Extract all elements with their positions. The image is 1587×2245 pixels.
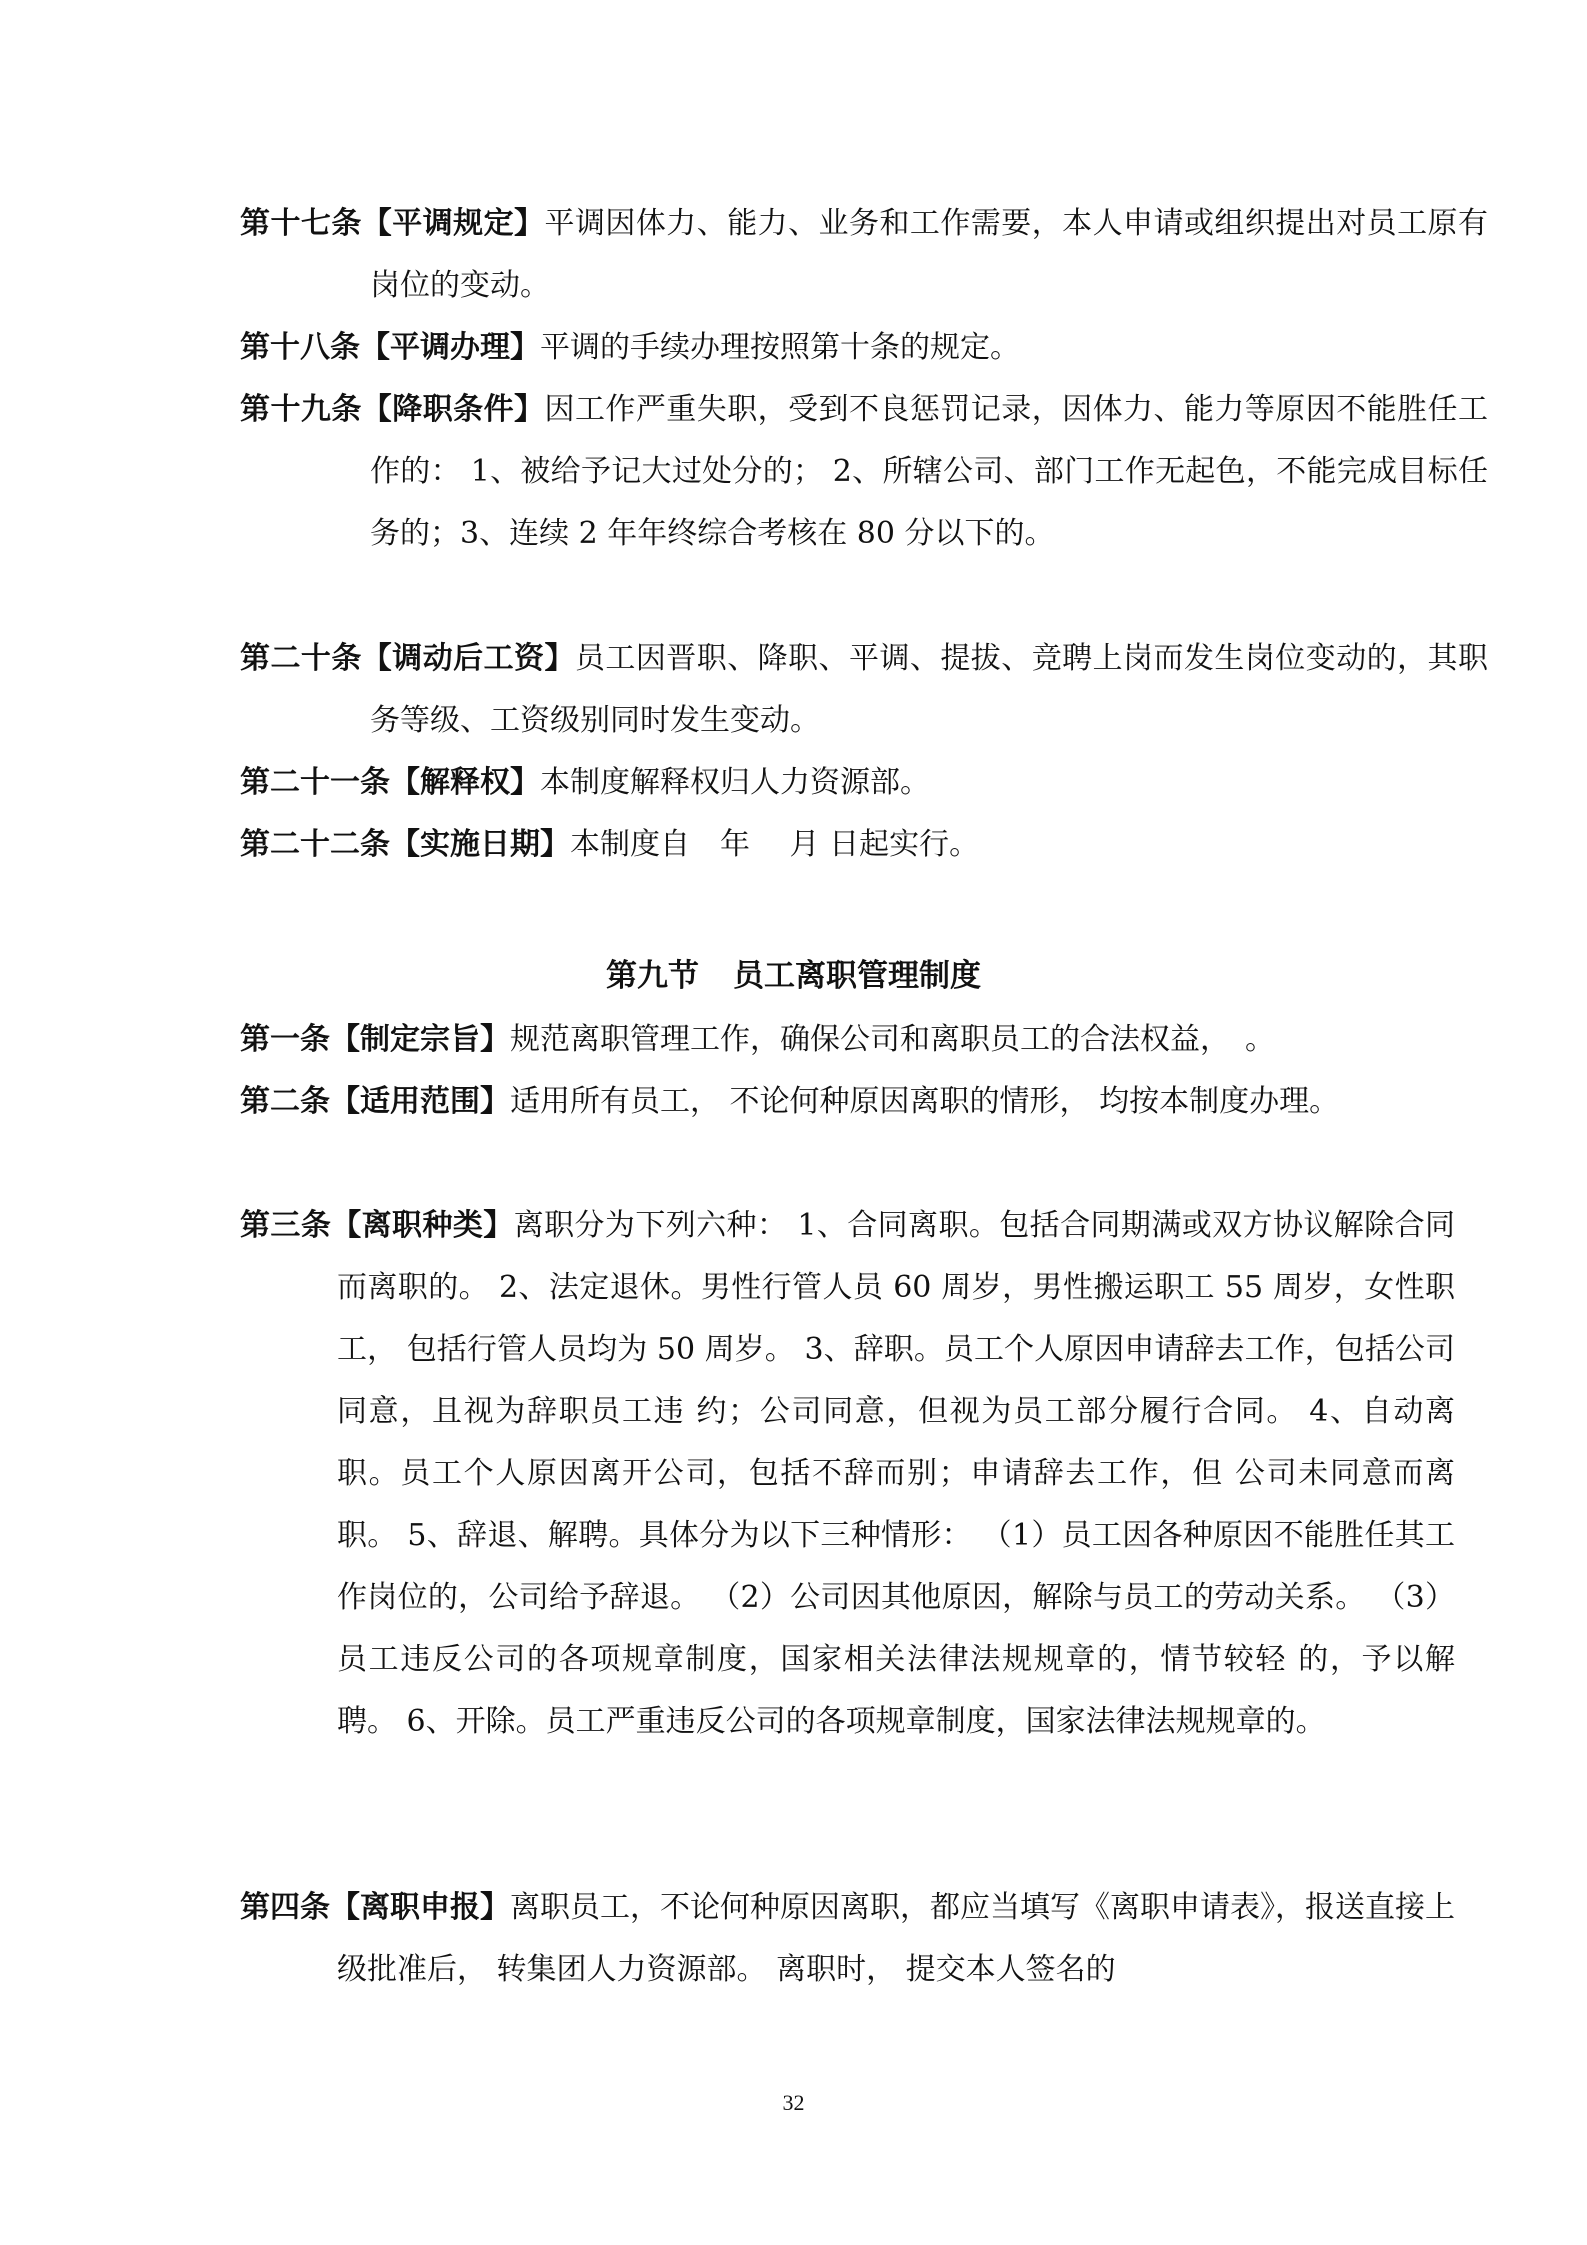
article-body: 本制度解释权归人力资源部。 xyxy=(540,765,930,800)
article-body: 本制度自 年 月 日起实行。 xyxy=(570,827,980,862)
article-2 xyxy=(240,1071,1455,1133)
article-19 xyxy=(240,379,1488,565)
article-heading: 第十八条【平调办理】 xyxy=(240,330,540,365)
section-title xyxy=(0,945,1587,1007)
article-20 xyxy=(240,628,1488,752)
article-body: 因工作严重失职，受到不良惩罚记录，因体力、能力等原因不能胜任工作的： 1、被给予记大过处分的； 2、所辖公司、部门工作无起色，不能完成目标任务的；3、连续 2 年年终综合考核在 80 分以下的。 xyxy=(370,392,1488,551)
article-body: 离职分为下列六种： 1、合同离职。包括合同期满或双方协议解除合同而离职的。 2、法定退休。男性行管人员 60 周岁，男性搬运职工 55 周岁，女性职工， 包括行管人员均为 50 周岁。 3、辞职。员工个人原因申请辞去工作，包括公司同意，且视为辞职员工违 约；公司同意，但视为员工部分履行合同。 4、自动离职。员工个人原因离开公司，包括不辞而别；申请辞去工作，但 公司未同意而离职。 5、辞退、解聘。具体分为以下三种情形： （1）员工因各种原因不能胜任其工作岗位的，公司给予辞退。 （2）公司因其他原因，解除与员工的劳动关系。 （3）员工违反公司的各项规章制度，国家相关法律法规规章的，情节较轻 的，予以解聘。 6、开除。员工严重违反公司的各项规章制度，国家法律法规规章的。 xyxy=(337,1208,1456,1739)
article-heading: 第二十一条【解释权】 xyxy=(240,765,540,800)
article-heading: 第四条【离职申报】 xyxy=(240,1890,510,1925)
article-heading: 第二条【适用范围】 xyxy=(240,1084,510,1119)
article-heading: 第三条【离职种类】 xyxy=(240,1208,514,1243)
article-heading: 第一条【制定宗旨】 xyxy=(240,1022,510,1057)
article-4 xyxy=(240,1877,1455,2001)
article-body: 平调因体力、能力、业务和工作需要，本人申请或组织提出对员工原有岗位的变动。 xyxy=(370,206,1488,303)
article-body: 平调的手续办理按照第十条的规定。 xyxy=(540,330,1020,365)
article-body: 员工因晋职、降职、平调、提拔、竞聘上岗而发生岗位变动的，其职务等级、工资级别同时发生变动。 xyxy=(370,641,1489,738)
article-heading: 第二十条【调动后工资】 xyxy=(240,641,575,676)
article-heading: 第十七条【平调规定】 xyxy=(240,206,545,241)
article-18 xyxy=(240,317,1488,379)
article-heading: 第十九条【降职条件】 xyxy=(240,392,545,427)
article-heading: 第二十二条【实施日期】 xyxy=(240,827,570,862)
article-body: 规范离职管理工作，确保公司和离职员工的合法权益， 。 xyxy=(510,1022,1275,1057)
article-3 xyxy=(240,1195,1455,1753)
section-number: 第九节 xyxy=(606,958,699,994)
article-body: 离职员工，不论何种原因离职，都应当填写《离职申请表》，报送直接上级批准后， 转集团人力资源部。 离职时， 提交本人签名的 xyxy=(337,1890,1455,1987)
article-21 xyxy=(240,752,1488,814)
page-number: 32 xyxy=(782,2090,805,2115)
article-22 xyxy=(240,814,1488,876)
article-1 xyxy=(240,1009,1455,1071)
article-body: 适用所有员工， 不论何种原因离职的情形， 均按本制度办理。 xyxy=(510,1084,1340,1119)
section-name: 员工离职管理制度 xyxy=(733,958,981,994)
article-17 xyxy=(240,193,1488,317)
